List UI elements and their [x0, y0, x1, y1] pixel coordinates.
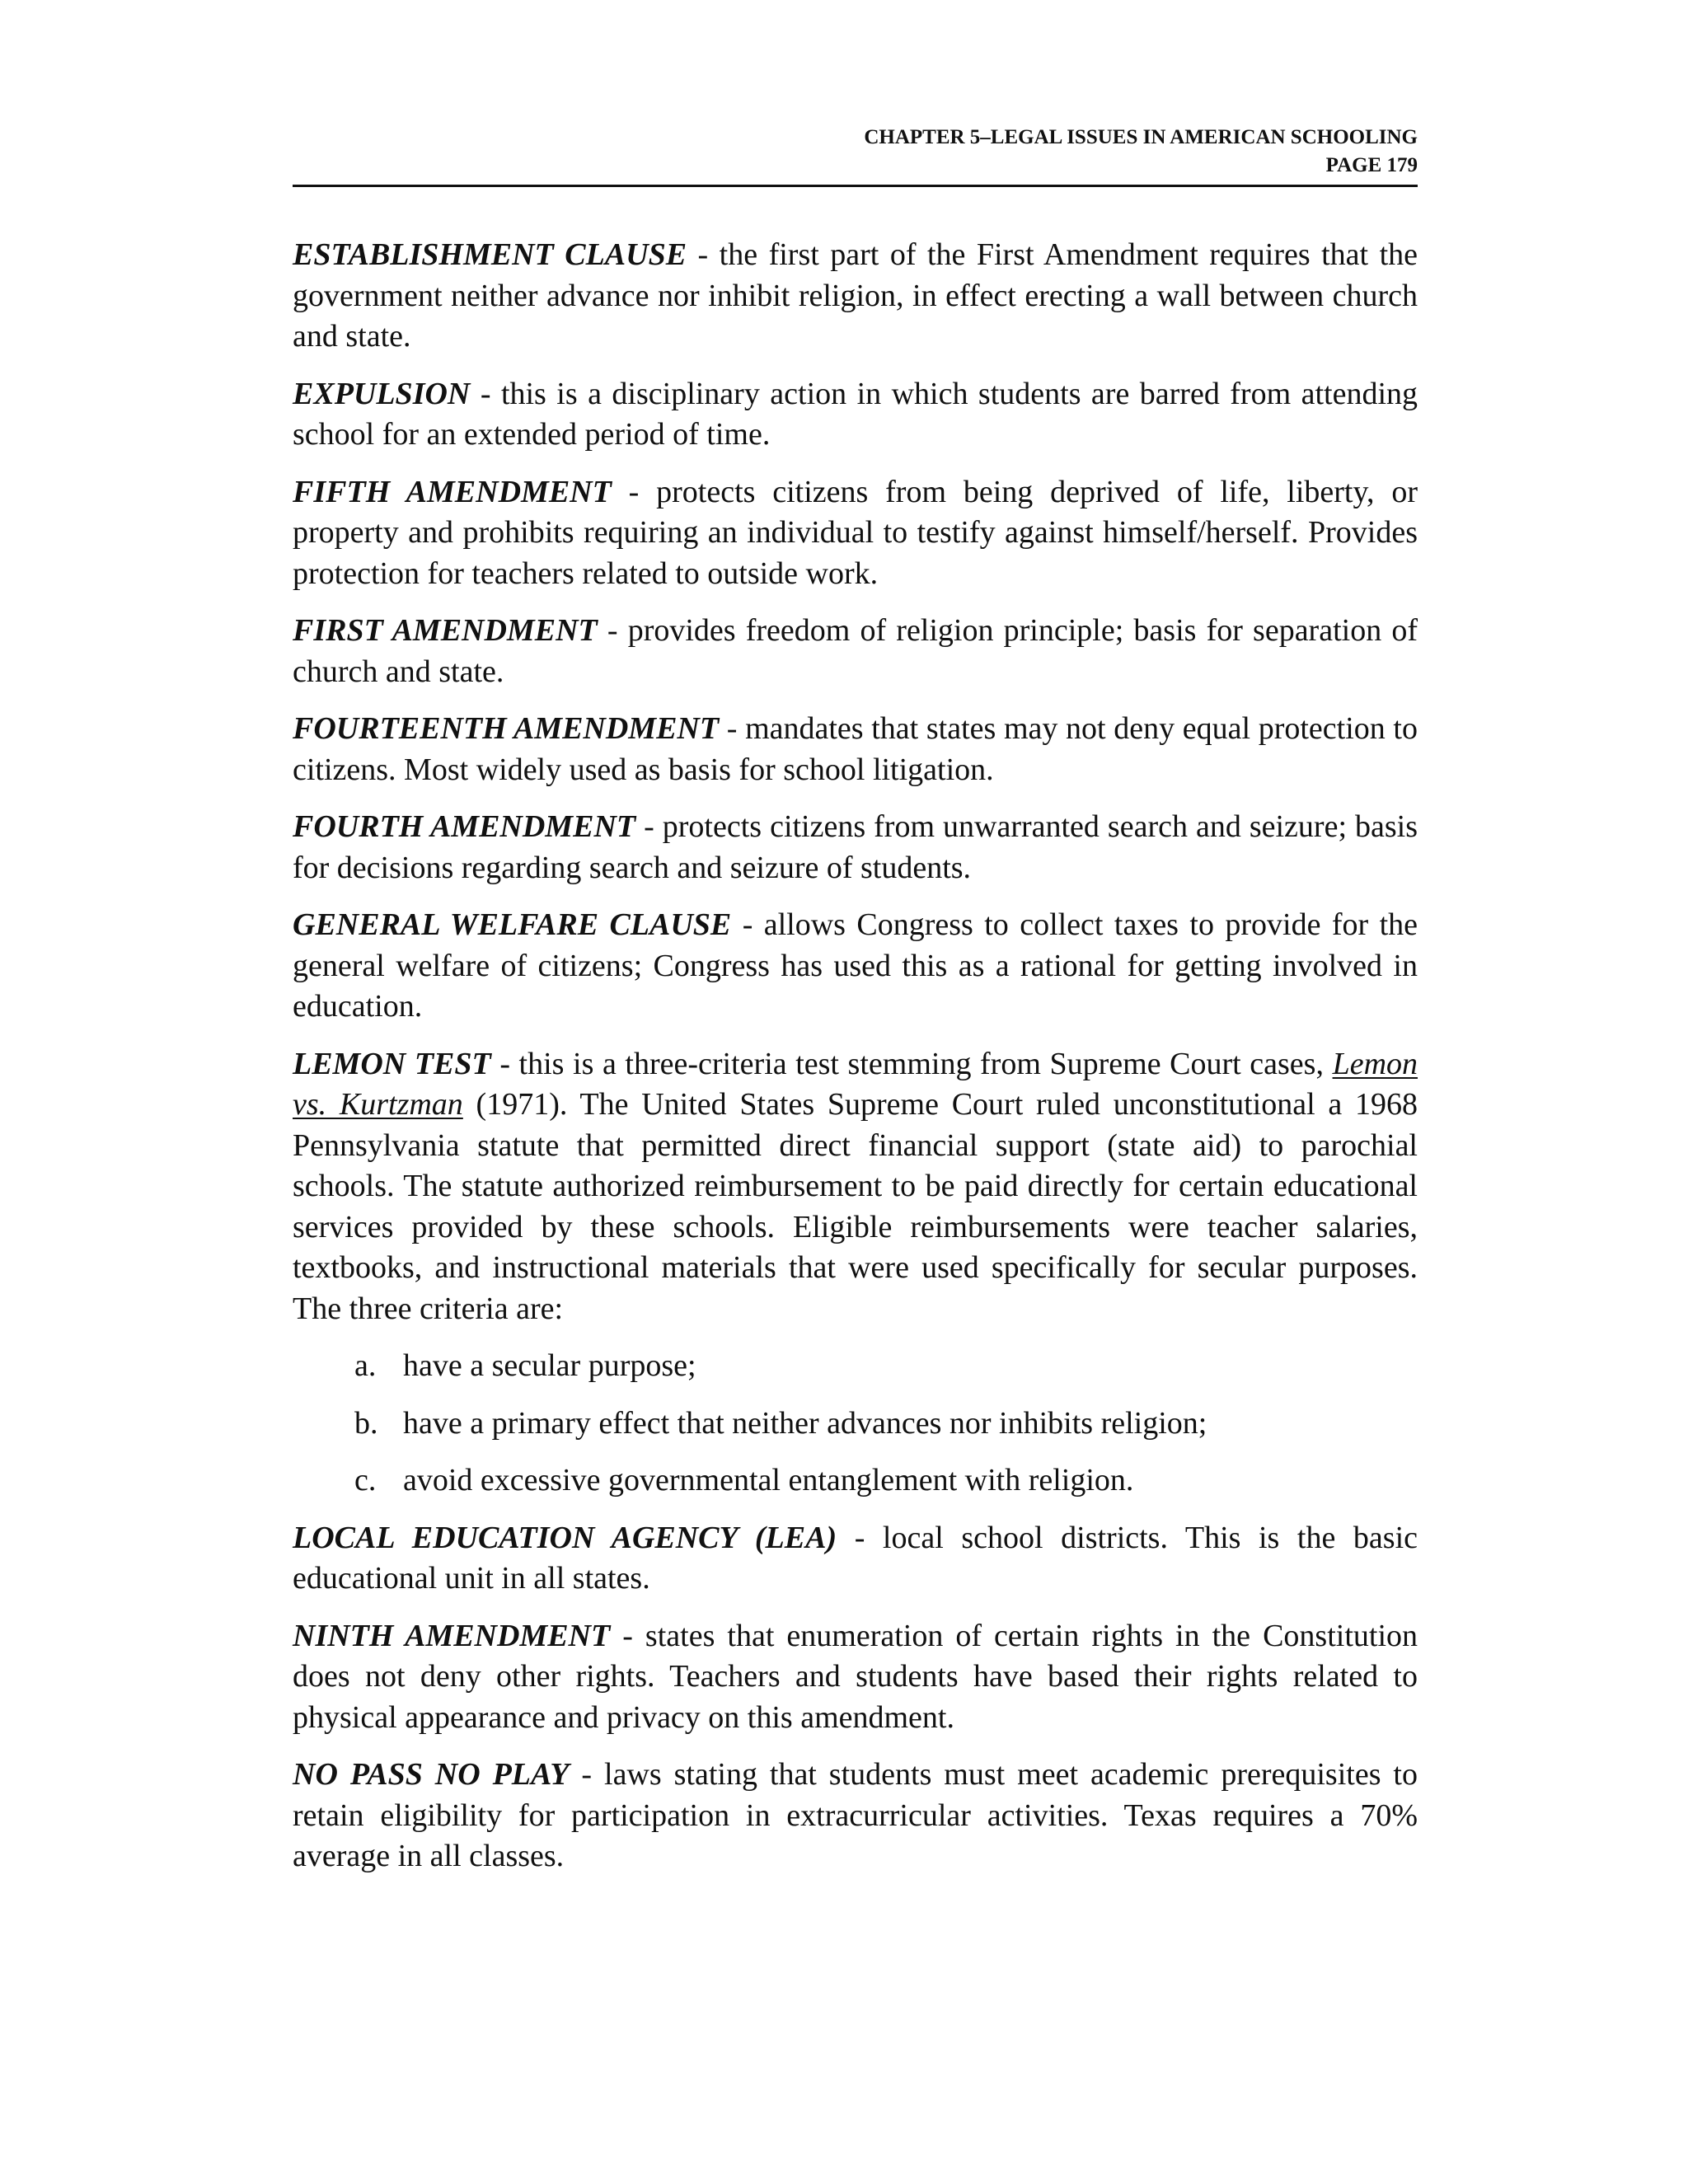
glossary-entry-ninth-amendment	[293, 1616, 1418, 1739]
glossary-term: EXPULSION	[293, 376, 471, 411]
list-item	[354, 1346, 1418, 1387]
glossary-term: ESTABLISHMENT CLAUSE	[293, 237, 687, 272]
glossary-term: FIRST AMENDMENT	[293, 613, 598, 648]
running-header	[293, 124, 1418, 187]
glossary-term: FIFTH AMENDMENT	[293, 474, 612, 509]
list-item	[354, 1404, 1418, 1445]
glossary-entry-establishment-clause	[293, 235, 1418, 358]
list-marker: a.	[354, 1348, 377, 1383]
glossary-definition: - mandates that states may not deny equal protection to citizens. Most widely used as basis for school litigation.	[293, 711, 1418, 787]
list-item	[354, 1460, 1418, 1502]
glossary-definition: - this is a disciplinary action in which students are barred from attending school for an extended period of time.	[293, 376, 1418, 452]
glossary-term: LOCAL EDUCATION AGENCY (LEA)	[293, 1520, 837, 1555]
glossary-entry-general-welfare-clause	[293, 905, 1418, 1028]
glossary-term: NINTH AMENDMENT	[293, 1618, 611, 1653]
glossary-definition: - laws stating that students must meet academic prerequisites to retain eligibility for participation in extracurricular activities. Texas requires a 70% average in all classes.	[293, 1757, 1418, 1873]
glossary-entry-fourth-amendment	[293, 807, 1418, 888]
glossary-definition: - allows Congress to collect taxes to provide for the general welfare of citizens; Congress has used this as a rational for getting involved in education.	[293, 907, 1418, 1024]
glossary-entry-fifth-amendment	[293, 472, 1418, 595]
glossary-entry-no-pass-no-play	[293, 1755, 1418, 1877]
chapter-title: CHAPTER 5–LEGAL ISSUES IN AMERICAN SCHOOLING	[864, 126, 1418, 148]
glossary-definition: - provides freedom of religion principle; basis for separation of church and state.	[293, 613, 1418, 689]
case-citation: Lemon vs. Kurtzman	[293, 1046, 1418, 1122]
page-number: PAGE 179	[1325, 154, 1418, 176]
list-marker: c.	[354, 1463, 377, 1497]
glossary-term: GENERAL WELFARE CLAUSE	[293, 907, 732, 942]
glossary-term: FOURTEENTH AMENDMENT	[293, 711, 720, 746]
list-item-text: have a primary effect that neither advances nor inhibits religion;	[403, 1405, 1207, 1441]
list-item-text: avoid excessive governmental entanglement with religion.	[403, 1463, 1134, 1497]
list-item-text: have a secular purpose;	[403, 1348, 696, 1383]
glossary-definition-continued: (1971). The United States Supreme Court ruled unconstitutional a 1968 Pennsylvania statute that permitted direct financial support (state aid) to parochial schools. The statute authorized reimbursement to be paid directly for certain educational services provided by these schools. Eligible reimbursements were teacher salaries, textbooks, and instructional materials that were used specifically for secular purposes. The three criteria are:	[293, 1087, 1418, 1326]
glossary-definition: - protects citizens from unwarranted search and seizure; basis for decisions regarding search and seizure of students.	[293, 809, 1418, 885]
glossary-entry-lemon-test	[293, 1044, 1418, 1330]
glossary-entry-local-education-agency	[293, 1518, 1418, 1600]
lemon-test-criteria-list	[293, 1346, 1418, 1502]
glossary-entry-fourteenth-amendment	[293, 709, 1418, 790]
glossary-definition: - this is a three-criteria test stemming from Supreme Court cases,	[490, 1046, 1333, 1081]
glossary-definition: - the first part of the First Amendment requires that the government neither advance nor inhibit religion, in effect erecting a wall between church and state.	[293, 237, 1418, 354]
glossary-definition: - local school districts. This is the basic educational unit in all states.	[293, 1520, 1418, 1596]
page	[293, 124, 1418, 1894]
glossary-term: FOURTH AMENDMENT	[293, 809, 636, 844]
glossary-term: NO PASS NO PLAY	[293, 1757, 570, 1792]
glossary-entry-first-amendment	[293, 611, 1418, 692]
glossary-entry-expulsion	[293, 374, 1418, 456]
glossary-definition: - states that enumeration of certain rights in the Constitution does not deny other rights. Teachers and students have based their rights related to physical appearance and privacy on this amendment.	[293, 1618, 1418, 1735]
glossary-term: LEMON TEST	[293, 1046, 491, 1081]
glossary-definition: - protects citizens from being deprived of life, liberty, or property and prohibits requiring an individual to testify against himself/herself. Provides protection for teachers related to outside work.	[293, 474, 1418, 591]
list-marker: b.	[354, 1405, 378, 1441]
